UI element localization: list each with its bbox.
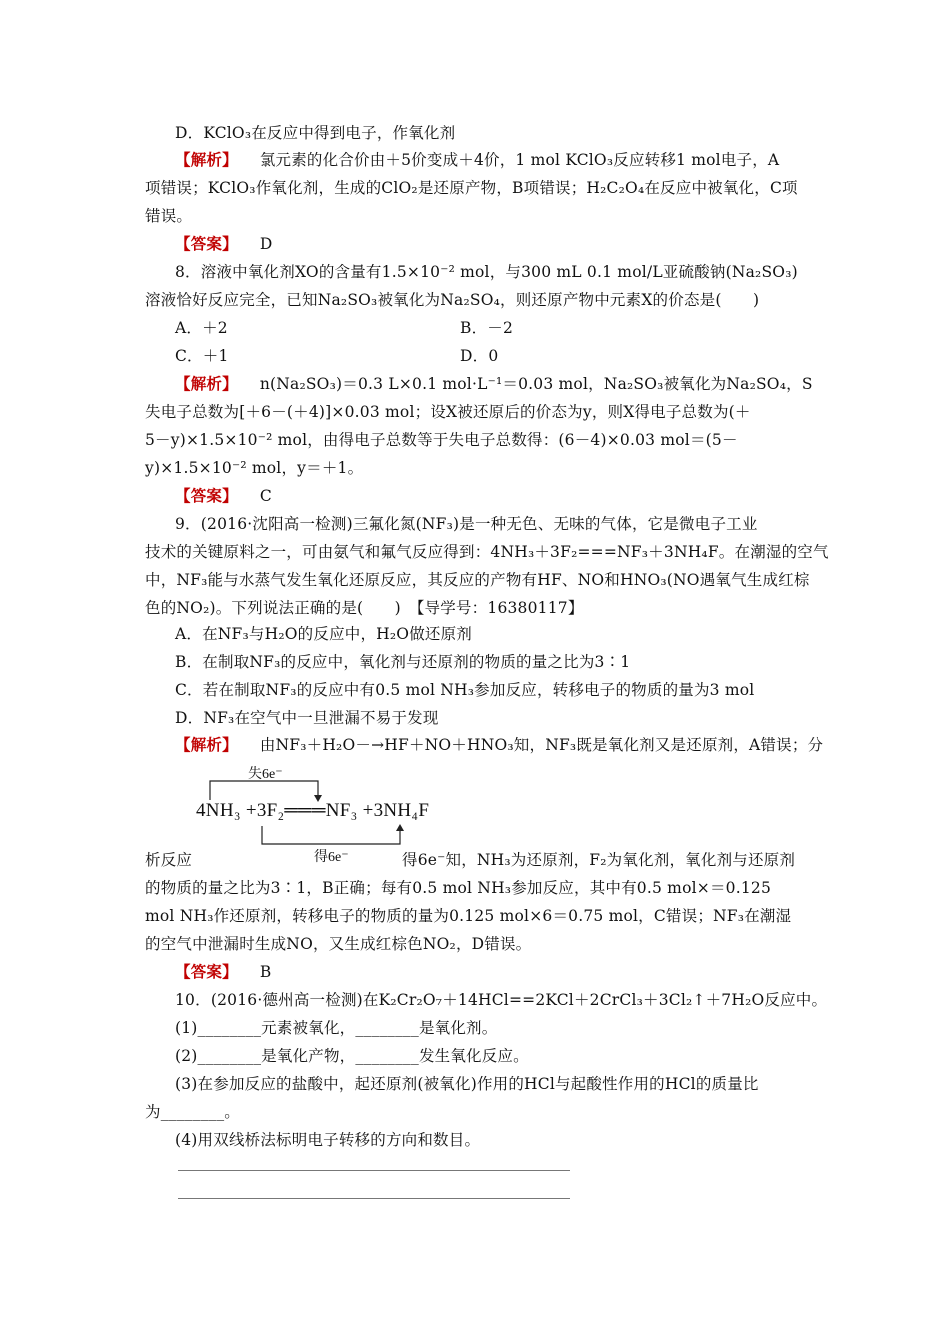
analysis-tag: 【解析】 — [175, 735, 238, 754]
q8-option-d: D．0 — [460, 347, 499, 365]
q9-option-a: A．在NF₃与H₂O的反应中，H₂O做还原剂 — [175, 625, 473, 643]
analysis-tag: 【解析】 — [175, 374, 238, 393]
q9-answer: 【答案】 B — [175, 962, 272, 981]
q9-analysis-line-4: mol NH₃作还原剂，转移电子的物质的量为0.125 mol×6＝0.75 mol，C错误；NF₃在潮湿 — [145, 907, 792, 925]
gain-electrons-label: 得6e⁻ — [314, 850, 349, 865]
q8-option-b: B．－2 — [460, 319, 514, 337]
q8-analysis-line-1: 【解析】 n(Na₂SO₃)＝0.3 L×0.1 mol·L⁻¹＝0.03 mol，Na₂SO₃被氧化为Na₂SO₄，S — [175, 374, 813, 393]
q7-answer: 【答案】 D — [175, 234, 273, 253]
q7-analysis-line-3: 错误。 — [145, 207, 193, 225]
q9-stem-line-1: 9．(2016·沈阳高一检测)三氟化氮(NF₃)是一种无色、无味的气体，它是微电子工业 — [175, 515, 758, 533]
q8-analysis-line-2: 失电子总数为[＋6－(＋4)]×0.03 mol；设X被还原后的价态为y，则X得电子总数为(＋ — [145, 403, 751, 421]
analysis-tag: 【解析】 — [175, 150, 238, 169]
q9-option-d: D．NF₃在空气中一旦泄漏不易于发现 — [175, 709, 439, 727]
q8-options-row-1 — [175, 318, 855, 338]
q8-options-row-2 — [175, 346, 855, 366]
q8-analysis-line-4: y)×1.5×10⁻² mol，y＝＋1。 — [145, 459, 364, 477]
q9-stem-line-3: 中，NF₃能与水蒸气发生氧化还原反应，其反应的产物有HF、NO和HNO₃(NO遇氧气生成红棕 — [145, 571, 810, 589]
q10-sub-2: (2)________是氧化产物，________发生氧化反应。 — [175, 1047, 529, 1065]
q10-sub-1: (1)________元素被氧化，________是氧化剂。 — [175, 1019, 498, 1037]
q9-analysis-line-1: 【解析】 由NF₃＋H₂O－→HF＋NO＋HNO₃知，NF₃既是氧化剂又是还原剂，A错误；分 — [175, 735, 824, 754]
q9-option-b: B．在制取NF₃的反应中，氧化剂与还原剂的物质的量之比为3∶1 — [175, 653, 631, 671]
q9-analysis-line-3: 的物质的量之比为3∶1，B正确；每有0.5 mol NH₃参加反应，其中有0.5 mol×＝0.125 — [145, 879, 772, 897]
q8-stem-line-1: 8．溶液中氧化剂XO的含量有1.5×10⁻² mol，与300 mL 0.1 mol/L亚硫酸钠(Na₂SO₃) — [175, 263, 798, 281]
answer-tag: 【答案】 — [175, 962, 238, 981]
q9-stem-line-4: 色的NO₂)。下列说法正确的是( ) 【导学号：16380117】 — [145, 599, 584, 617]
q8-answer: 【答案】 C — [175, 486, 272, 505]
q10-sub-3-line-2: 为________。 — [145, 1103, 241, 1121]
q8-option-a: A．＋2 — [175, 319, 228, 337]
q8-analysis-line-3: 5－y)×1.5×10⁻² mol，由得电子总数等于失电子总数得：(6－4)×0.03 mol＝(5－ — [145, 431, 738, 449]
q10-stem: 10．(2016·德州高一检测)在K₂Cr₂O₇＋14HCl==2KCl＋2CrCl₃＋3Cl₂↑＋7H₂O反应中。 — [175, 991, 828, 1009]
reaction-equation: 4NH₃ +3F₂═══NF₃ +3NH₄F — [196, 800, 430, 821]
q7-analysis-line-1: 【解析】 氯元素的化合价由＋5价变成＋4价，1 mol KClO₃反应转移1 mol电子，A — [175, 150, 780, 169]
q7-analysis-line-2: 项错误；KClO₃作氧化剂，生成的ClO₂是还原产物，B项错误；H₂C₂O₄在反应中被氧化，C项 — [145, 179, 798, 197]
q8-option-c: C．＋1 — [175, 347, 229, 365]
q9-stem-line-2: 技术的关键原料之一，可由氨气和氟气反应得到：4NH₃＋3F₂===NF₃＋3NH₄F。在潮湿的空气 — [145, 543, 829, 561]
q10-sub-4: (4)用双线桥法标明电子转移的方向和数目。 — [175, 1131, 481, 1149]
q9-option-c: C．若在制取NF₃的反应中有0.5 mol NH₃参加反应，转移电子的物质的量为3 mol — [175, 681, 755, 699]
q9-analysis-line-5: 的空气中泄漏时生成NO，又生成红棕色NO₂，D错误。 — [145, 935, 532, 953]
electron-transfer-diagram — [196, 760, 430, 865]
q10-sub-3-line-1: (3)在参加反应的盐酸中，起还原剂(被氧化)作用的HCl与起酸性作用的HCl的质量比 — [175, 1075, 759, 1093]
lose-electrons-label: 失6e⁻ — [248, 767, 283, 782]
q9-analysis-line-2: 析反应 得6e⁻知，NH₃为还原剂，F₂为氧化剂，氧化剂与还原剂 — [145, 851, 796, 869]
answer-tag: 【答案】 — [175, 486, 238, 505]
answer-line-1 — [178, 1170, 570, 1171]
q7-option-d: D．KClO₃在反应中得到电子，作氧化剂 — [175, 124, 456, 142]
q8-stem-line-2: 溶液恰好反应完全，已知Na₂SO₃被氧化为Na₂SO₄，则还原产物中元素X的价态是( ) — [145, 291, 760, 309]
answer-line-2 — [178, 1198, 570, 1199]
answer-tag: 【答案】 — [175, 234, 238, 253]
